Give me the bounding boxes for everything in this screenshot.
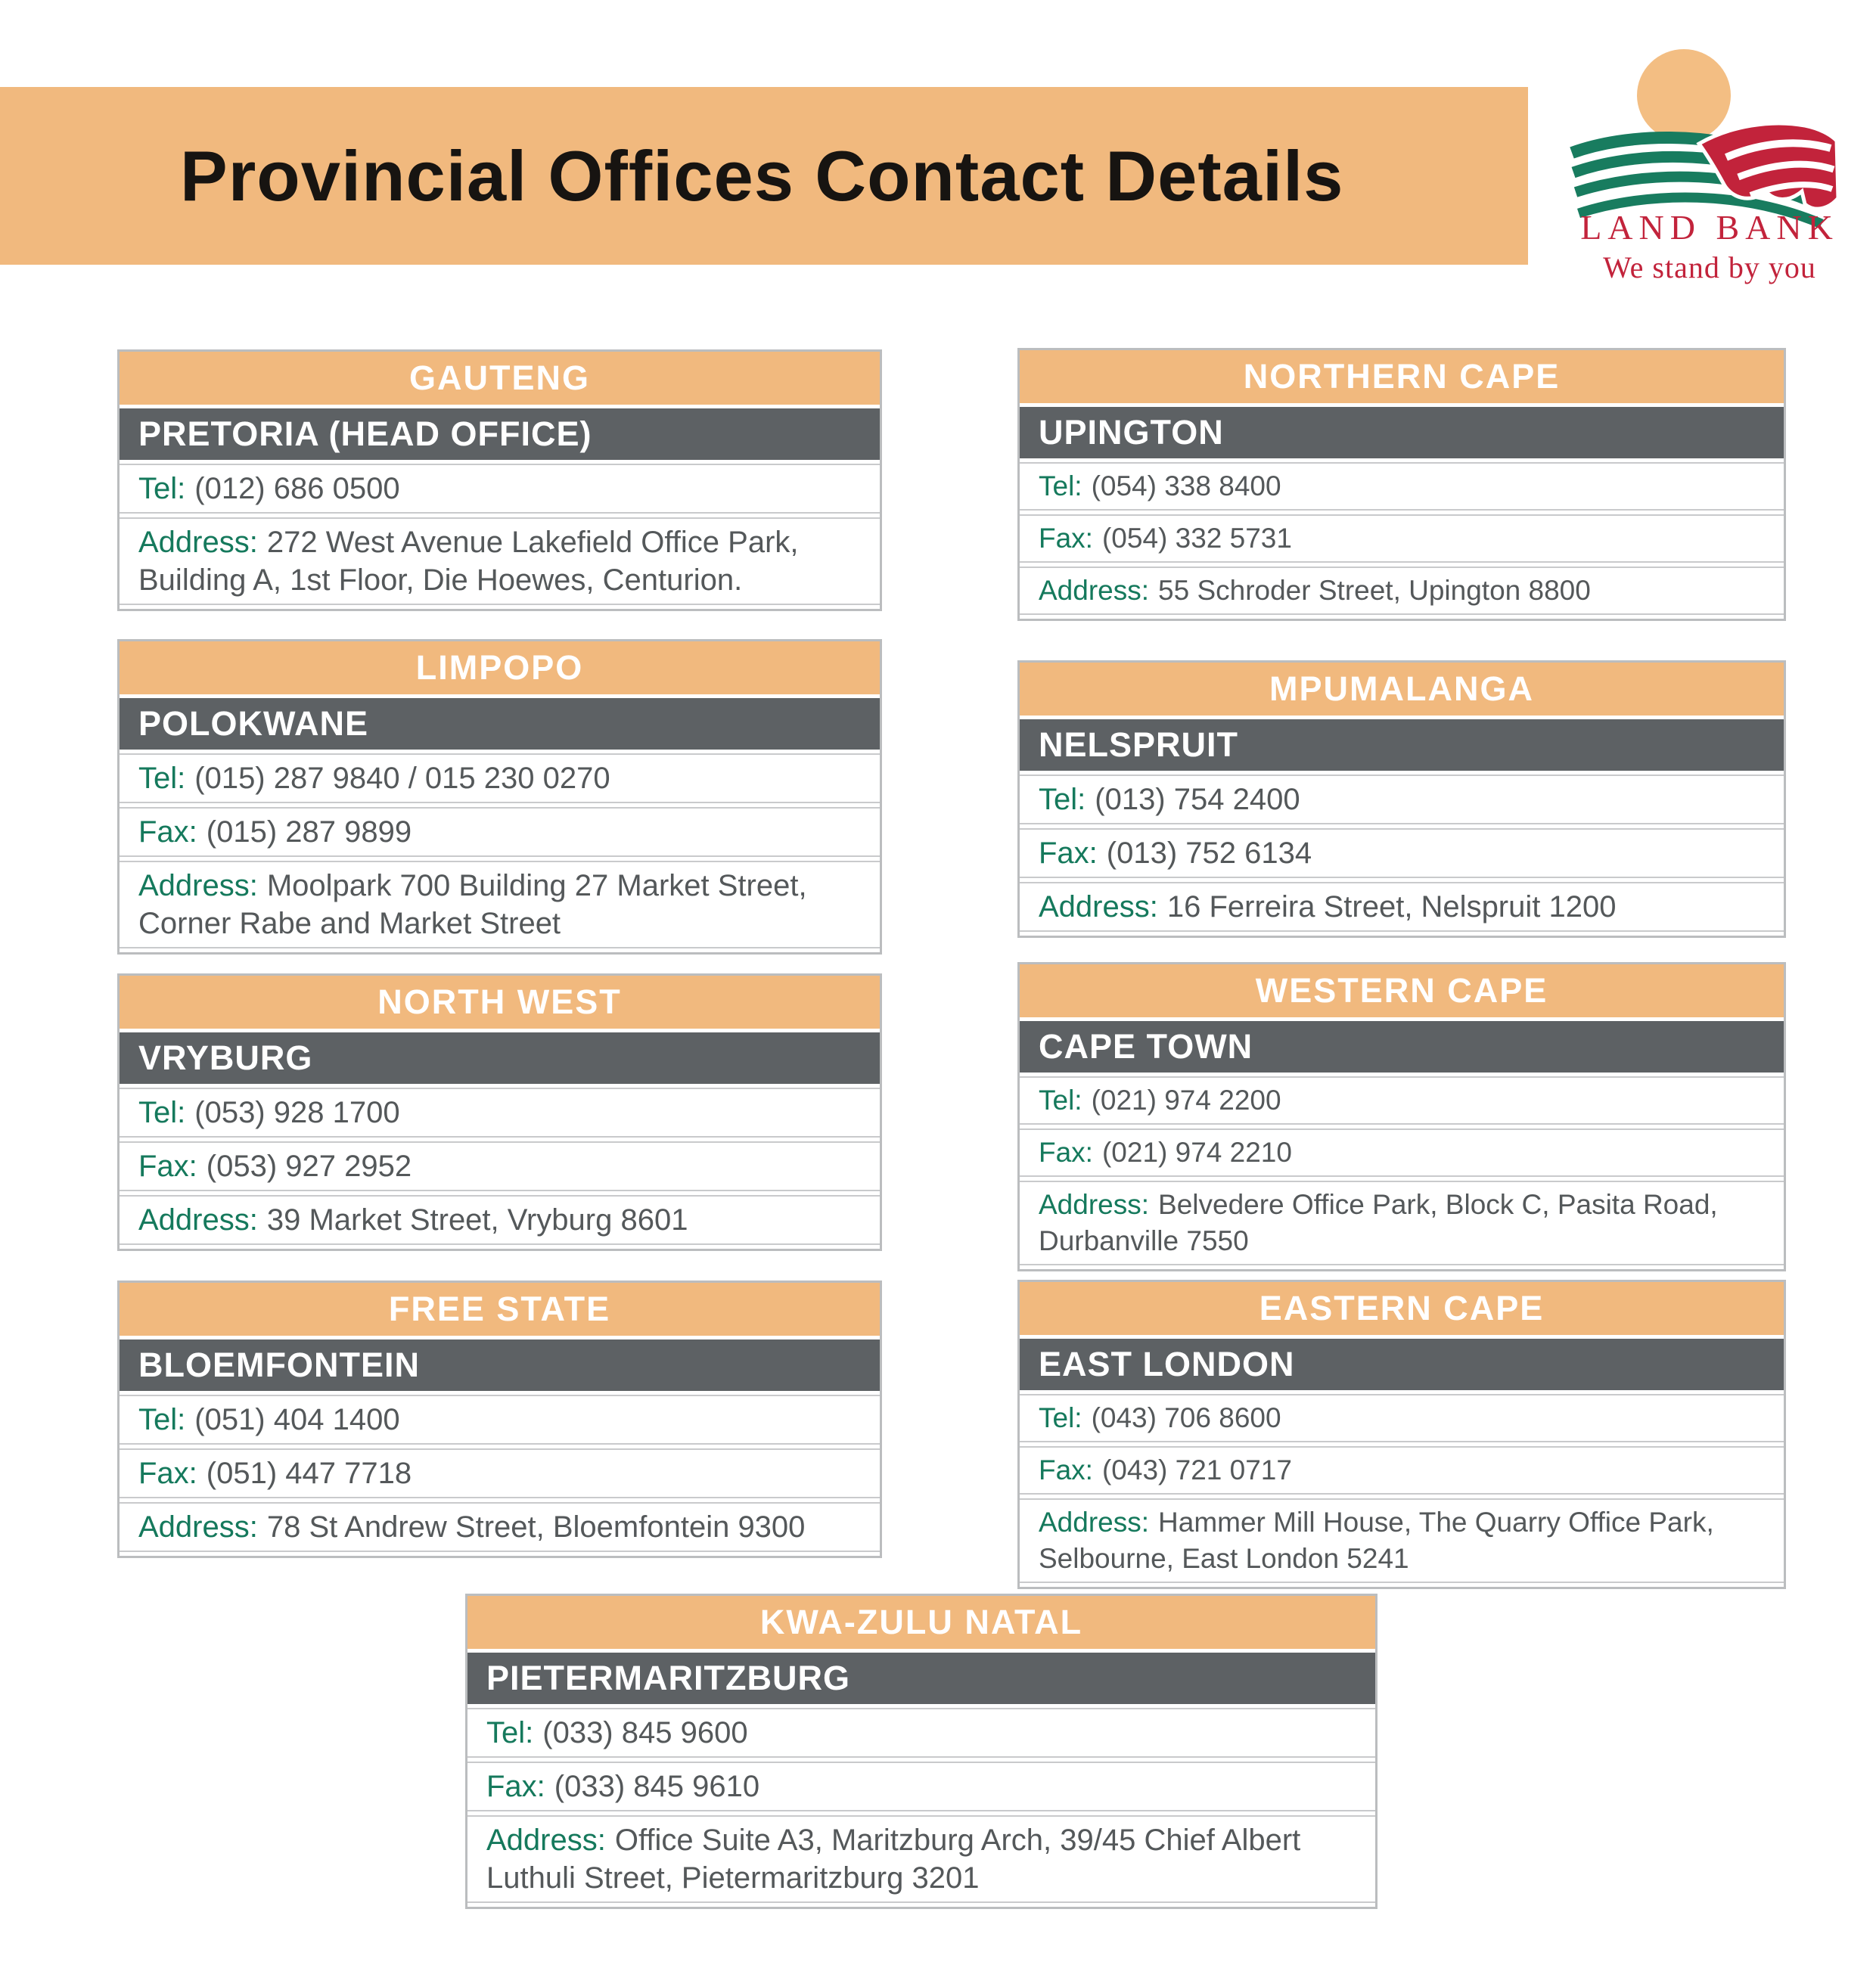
province-card-mpumalanga <box>1017 660 1786 938</box>
address-row <box>467 1815 1375 1903</box>
tel-value: (012) 686 0500 <box>194 472 400 505</box>
fax-value: (021) 974 2210 <box>1101 1137 1292 1169</box>
tel-label: Tel: <box>1039 783 1086 816</box>
address-row <box>1020 882 1784 932</box>
province-name: NORTH WEST <box>120 976 880 1029</box>
office-name: NELSPRUIT <box>1020 719 1784 771</box>
title-band <box>0 87 1528 265</box>
tel-label: Tel: <box>138 762 186 795</box>
province-card-eastern-cape <box>1017 1280 1786 1589</box>
office-name: BLOEMFONTEIN <box>120 1339 880 1391</box>
fax-row <box>467 1762 1375 1811</box>
tel-value: (021) 974 2200 <box>1091 1085 1281 1116</box>
fax-label: Fax: <box>1039 837 1098 870</box>
address-label: Address: <box>1039 1189 1150 1221</box>
province-card-kwa-zulu-natal <box>465 1594 1377 1909</box>
tel-row <box>1020 1076 1784 1125</box>
tel-label: Tel: <box>1039 1402 1082 1433</box>
province-card-limpopo <box>117 639 882 955</box>
address-value: 78 St Andrew Street, Bloemfontein 9300 <box>266 1510 806 1544</box>
fax-value: (043) 721 0717 <box>1101 1454 1292 1486</box>
tel-label: Tel: <box>138 1096 186 1129</box>
fax-row <box>1020 514 1784 563</box>
tel-value: (053) 928 1700 <box>194 1096 400 1129</box>
address-value: Office Suite A3, Maritzburg Arch, 39/45 Chief Albert Luthuli Street, Pietermaritzburg 3201 <box>486 1824 1301 1895</box>
fax-row <box>120 1448 880 1498</box>
province-name: GAUTENG <box>120 352 880 405</box>
landbank-logo <box>1558 30 1861 287</box>
province-card-north-west <box>117 973 882 1251</box>
province-name: FREE STATE <box>120 1283 880 1336</box>
tel-row <box>120 464 880 514</box>
province-name: WESTERN CAPE <box>1020 964 1784 1017</box>
address-label: Address: <box>138 1203 258 1237</box>
address-value: Belvedere Office Park, Block C, Pasita Road, Durbanville 7550 <box>1039 1189 1718 1257</box>
fax-row <box>1020 828 1784 878</box>
province-name: MPUMALANGA <box>1020 663 1784 716</box>
sun-icon <box>1637 49 1731 141</box>
page-title: Provincial Offices Contact Details <box>180 135 1344 216</box>
address-row <box>120 1195 880 1245</box>
address-label: Address: <box>1039 890 1158 924</box>
address-label: Address: <box>486 1824 606 1857</box>
tel-row <box>467 1708 1375 1758</box>
address-label: Address: <box>138 869 258 902</box>
fax-label: Fax: <box>138 1457 197 1490</box>
fax-label: Fax: <box>138 815 197 849</box>
address-row <box>1020 567 1784 615</box>
address-row <box>1020 1181 1784 1265</box>
address-row <box>120 517 880 605</box>
office-name: UPINGTON <box>1020 407 1784 458</box>
fax-label: Fax: <box>486 1770 545 1803</box>
tel-row <box>120 753 880 803</box>
office-name: CAPE TOWN <box>1020 1021 1784 1073</box>
tel-value: (033) 845 9600 <box>542 1716 748 1749</box>
office-name: PIETERMARITZBURG <box>467 1653 1375 1704</box>
tel-row <box>1020 775 1784 824</box>
tel-row <box>120 1088 880 1138</box>
tel-label: Tel: <box>1039 470 1082 501</box>
address-value: 16 Ferreira Street, Nelspruit 1200 <box>1166 890 1617 924</box>
province-card-free-state <box>117 1281 882 1558</box>
province-name: KWA-ZULU NATAL <box>467 1596 1375 1649</box>
tel-row <box>120 1395 880 1445</box>
province-name: NORTHERN CAPE <box>1020 350 1784 403</box>
tel-label: Tel: <box>486 1716 534 1749</box>
tel-row <box>1020 1394 1784 1442</box>
fax-label: Fax: <box>1039 1137 1093 1169</box>
address-value: 55 Schroder Street, Upington 8800 <box>1158 575 1591 607</box>
address-row <box>1020 1498 1784 1583</box>
address-row <box>120 1502 880 1552</box>
province-card-western-cape <box>1017 962 1786 1271</box>
fax-value: (015) 287 9899 <box>206 815 412 849</box>
tel-row <box>1020 462 1784 511</box>
tel-label: Tel: <box>138 472 186 505</box>
tel-value: (043) 706 8600 <box>1091 1402 1281 1433</box>
address-label: Address: <box>138 1510 258 1544</box>
fax-row <box>1020 1446 1784 1495</box>
address-value: 272 West Avenue Lakefield Office Park, Building A, 1st Floor, Die Hoewes, Centurion. <box>138 526 799 597</box>
tel-label: Tel: <box>1039 1085 1082 1116</box>
fax-row <box>1020 1128 1784 1177</box>
logo-tagline: We stand by you <box>1603 250 1816 284</box>
landbank-logo-graphic <box>1558 30 1861 234</box>
office-name: EAST LONDON <box>1020 1339 1784 1390</box>
fax-value: (054) 332 5731 <box>1101 523 1292 554</box>
address-label: Address: <box>1039 1507 1150 1538</box>
province-name: LIMPOPO <box>120 641 880 694</box>
office-name: POLOKWANE <box>120 698 880 750</box>
province-card-northern-cape <box>1017 348 1786 621</box>
tel-value: (013) 754 2400 <box>1095 783 1300 816</box>
address-label: Address: <box>138 526 258 559</box>
tel-value: (051) 404 1400 <box>194 1403 400 1436</box>
address-value: 39 Market Street, Vryburg 8601 <box>266 1203 688 1237</box>
address-row <box>120 861 880 948</box>
address-label: Address: <box>1039 575 1150 607</box>
office-name: VRYBURG <box>120 1032 880 1084</box>
address-value: Hammer Mill House, The Quarry Office Park, Selbourne, East London 5241 <box>1039 1507 1714 1575</box>
fax-label: Fax: <box>1039 523 1093 554</box>
fax-value: (033) 845 9610 <box>554 1770 760 1803</box>
fax-label: Fax: <box>138 1150 197 1183</box>
logo-wordmark: LAND BANK <box>1580 208 1839 247</box>
fax-row <box>120 807 880 857</box>
fax-row <box>120 1141 880 1191</box>
tel-value: (015) 287 9840 / 015 230 0270 <box>194 762 610 795</box>
address-value: Moolpark 700 Building 27 Market Street, Corner Rabe and Market Street <box>138 869 807 940</box>
fax-value: (053) 927 2952 <box>206 1150 412 1183</box>
tel-value: (054) 338 8400 <box>1091 470 1281 501</box>
fax-label: Fax: <box>1039 1454 1093 1486</box>
fax-value: (051) 447 7718 <box>206 1457 412 1490</box>
office-name: PRETORIA (HEAD OFFICE) <box>120 408 880 460</box>
province-name: EASTERN CAPE <box>1020 1282 1784 1335</box>
fax-value: (013) 752 6134 <box>1106 837 1312 870</box>
province-card-gauteng <box>117 349 882 611</box>
tel-label: Tel: <box>138 1403 186 1436</box>
